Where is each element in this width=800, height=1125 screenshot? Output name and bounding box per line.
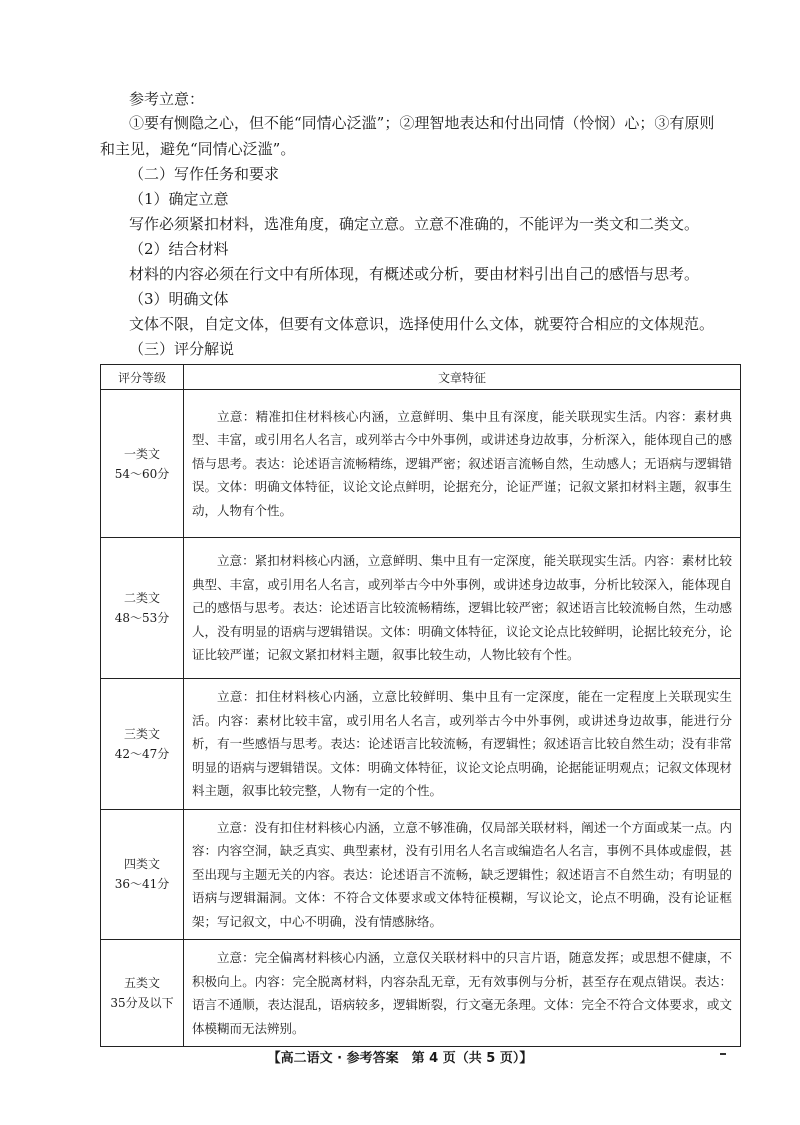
section-scoring-title: （三）评分解说 [129, 340, 235, 358]
level-cell [101, 390, 184, 538]
reference-text-line2: 和主见，避免“同情心泛滥”。 [100, 140, 296, 158]
reference-text-line1: ①要有恻隐之心，但不能“同情心泛滥”；②理智地表达和付出同情（怜悯）心；③有原则 [129, 114, 715, 132]
level-cell [101, 940, 184, 1047]
level-name: 三类文 [123, 726, 160, 741]
level-cell [101, 679, 184, 810]
table-row [101, 940, 741, 1047]
level-name: 五类文 [123, 976, 160, 990]
requirement-3-text: 文体不限，自定文体，但要有文体意识，选择使用什么文体，就要符合相应的文体规范。 [129, 315, 715, 333]
level-cell [101, 809, 184, 940]
level-score: 54～60分 [114, 466, 170, 481]
header-level: 评分等级 [101, 365, 184, 390]
level-description: 立意：没有扣住材料核心内涵，立意不够准确，仅局部关联材料，阐述一个方面或某一点。内容：内容空洞，缺乏真实、典型素材，没有引用名人名言或编造名人名言，事例不具体或虚假，甚至出现与主题无关的内容。表达：论述语言不流畅，缺乏逻辑性；叙述语言不自然生动；有明显的语病与逻辑漏洞。文体：不符合文体要求或文体特征模糊，写议论文，论点不明确，没有论证框架；写记叙文，中心不明确，没有情感脉络。 [184, 809, 741, 940]
level-name: 一类文 [123, 446, 160, 461]
level-description: 立意：紧扣材料核心内涵，立意鲜明、集中且有一定深度，能关联现实生活。内容：素材比较典型、丰富，或引用名人名言，或列举古今中外事例，或讲述身边故事，分析比较深入，能体现自己的感悟与思考。表达：论述语言比较流畅精练，逻辑比较严密；叙述语言比较流畅自然，生动感人，没有明显的语病与逻辑错误。文体：明确文体特征，议论文论点比较鲜明，论据比较充分，论证比较严谨；记叙文紧扣材料主题，叙事比较生动，人物比较有个性。 [184, 538, 741, 679]
level-name: 二类文 [123, 591, 160, 605]
level-name: 四类文 [123, 857, 160, 872]
requirement-1-text: 写作必须紧扣材料，选准角度，确定立意。立意不准确的，不能评为一类文和二类文。 [129, 215, 700, 233]
level-score: 35分及以下 [110, 996, 174, 1010]
level-description: 立意：扣住材料核心内涵，立意比较鲜明、集中且有一定深度，能在一定程度上关联现实生活。内容：素材比较丰富，或引用名人名言，或列举古今中外事例，或讲述身边故事，能进行分析，有一些感悟与思考。表达：论述语言比较流畅，有逻辑性；叙述语言比较自然生动；没有非常明显的语病与逻辑错误。文体：明确文体特征，议论文论点明确，论据能证明观点；记叙文体现材料主题，叙事比较完整，人物有一定的个性。 [184, 679, 741, 810]
scoring-rubric-table [100, 364, 741, 1047]
reference-title: 参考立意： [129, 90, 205, 108]
table-header-row [101, 365, 741, 390]
level-score: 36～41分 [114, 877, 170, 892]
header-features: 文章特征 [184, 365, 741, 390]
table-row [101, 538, 741, 679]
table-row [101, 679, 741, 810]
requirement-2-text: 材料的内容必须在行文中有所体现，有概述或分析，要由材料引出自己的感悟与思考。 [129, 265, 700, 283]
level-description: 立意：精准扣住材料核心内涵，立意鲜明、集中且有深度，能关联现实生活。内容：素材典型、丰富，或引用名人名言，或列举古今中外事例，或讲述身边故事，分析深入，能体现自己的感悟与思考。表达：论述语言流畅精练，逻辑严密；叙述语言流畅自然，生动感人；无语病与逻辑错误。文体：明确文体特征，议论文论点鲜明，论据充分，论证严谨；记叙文紧扣材料主题，叙事生动，人物有个性。 [184, 390, 741, 538]
level-description: 立意：完全偏离材料核心内涵，立意仅关联材料中的只言片语，随意发挥；或思想不健康，不积极向上。内容：完全脱离材料，内容杂乱无章，无有效事例与分析，甚至存在观点错误。表达：语言不通顺，表达混乱，语病较多，逻辑断裂，行文毫无条理。文体：完全不符合文体要求，或文体模糊而无法辨别。 [184, 940, 741, 1047]
table-row [101, 809, 741, 940]
level-score: 48～53分 [114, 611, 170, 625]
level-score: 42～47分 [114, 746, 170, 761]
requirement-3-title: （3）明确文体 [129, 290, 229, 308]
requirement-1-title: （1）确定立意 [129, 190, 229, 208]
level-cell [101, 538, 184, 679]
requirement-2-title: （2）结合材料 [129, 240, 229, 258]
page-footer: 【高二语文 · 参考答案 第 4 页（共 5 页）】 [267, 1051, 533, 1066]
corner-mark [720, 1053, 726, 1055]
section-writing-requirements-title: （二）写作任务和要求 [129, 165, 280, 183]
table-row [101, 390, 741, 538]
